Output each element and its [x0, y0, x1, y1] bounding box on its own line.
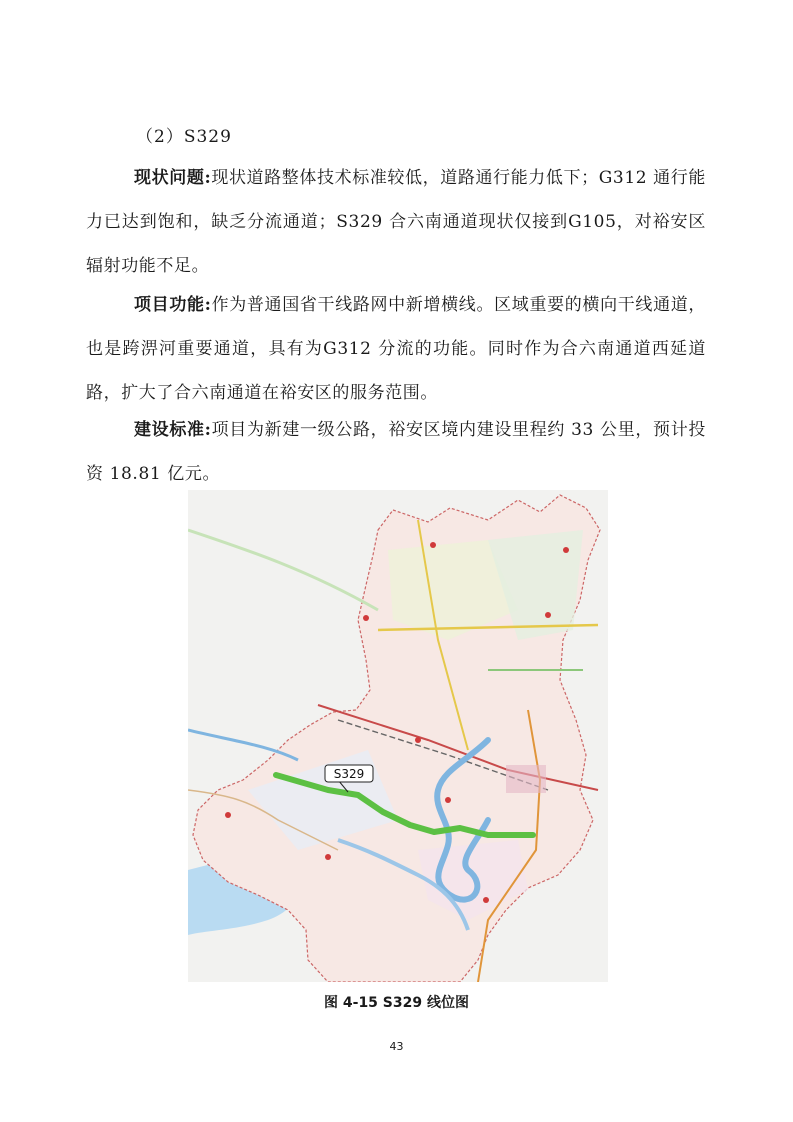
section-heading: （2）S329: [136, 127, 232, 147]
town-marker: [483, 897, 489, 903]
route-label: S329: [333, 767, 365, 781]
route-map: [188, 490, 608, 982]
town-marker: [225, 812, 231, 818]
town-marker: [363, 615, 369, 621]
town-marker: [430, 542, 436, 548]
paragraph-construction-standard: [86, 408, 706, 496]
paragraph-label: 现状问题:: [134, 168, 212, 188]
town-marker: [545, 612, 551, 618]
town-marker: [563, 547, 569, 553]
paragraph-text: 项目为新建一级公路，裕安区境内建设里程约 33 公里，预计投资 18.81 亿元。: [86, 420, 706, 484]
paragraph-project-function: [86, 283, 706, 415]
town-marker: [415, 737, 421, 743]
paragraph-label: 建设标准:: [134, 420, 212, 440]
paragraph-text: 作为普通国省干线路网中新增横线。区域重要的横向干线通道，也是跨淠河重要通道，具有为G312 分流的功能。同时作为合六南通道西延道路，扩大了合六南通道在裕安区的服务范围。: [86, 295, 706, 403]
city-center: [506, 765, 546, 793]
paragraph-current-problems: [86, 156, 706, 288]
town-marker: [445, 797, 451, 803]
page-number: 43: [389, 1040, 404, 1053]
town-marker: [325, 854, 331, 860]
figure-caption: 图 4-15 S329 线位图: [324, 995, 469, 1011]
paragraph-label: 项目功能:: [134, 295, 212, 315]
paragraph-text: 现状道路整体技术标准较低，道路通行能力低下；G312 通行能力已达到饱和，缺乏分流通道；S329 合六南通道现状仅接到G105，对裕安区辐射功能不足。: [86, 168, 707, 276]
